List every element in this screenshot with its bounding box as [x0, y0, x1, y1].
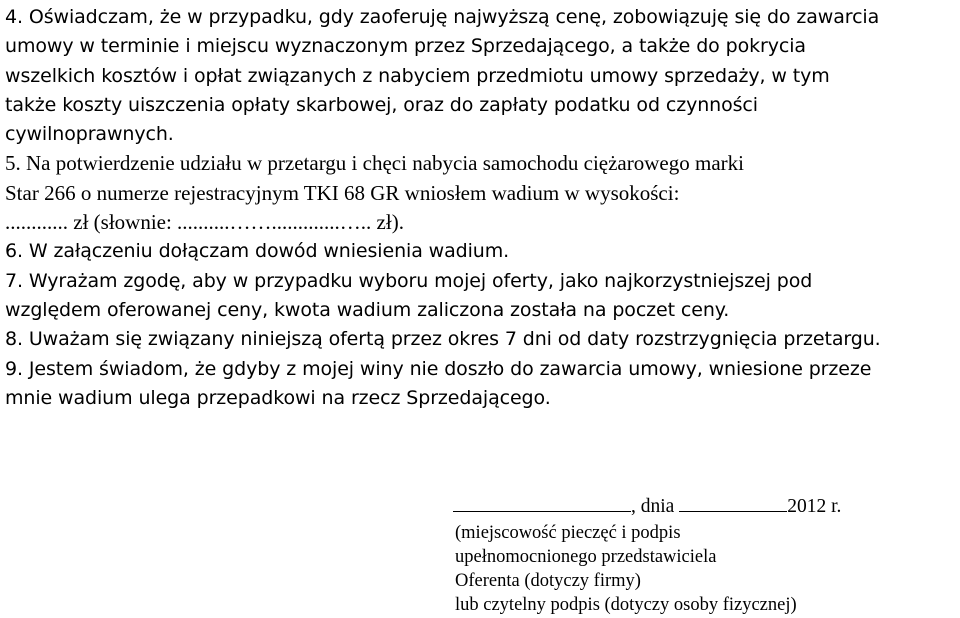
paragraph-4-line-3: wszelkich kosztów i opłat związanych z nabyciem przedmiotu umowy sprzedaży, w tym [5, 64, 830, 87]
signature-caption-line-2: upełnomocnionego przedstawiciela [455, 547, 717, 567]
place-blank [453, 494, 631, 512]
date-separator: , dnia [631, 496, 675, 517]
paragraph-8: 8. Uważam się związany niniejszą ofertą przez okres 7 dni od daty rozstrzygnięcia przetargu. [5, 328, 881, 351]
date-year: 2012 r. [787, 496, 842, 517]
paragraph-5-line-2: Star 266 o numerze rejestracyjnym TKI 68 GR wniosłem wadium w wysokości: [5, 180, 680, 205]
paragraph-4-line-2: umowy w terminie i miejscu wyznaczonym przez Sprzedającego, a także do pokrycia [5, 35, 806, 58]
signature-caption-line-1: (miejscowość pieczęć i podpis [455, 523, 681, 543]
paragraph-5-amount-line: ............ zł (słownie: ..........…….............….. zł). [5, 210, 404, 235]
paragraph-7-line-2: względem oferowanej ceny, kwota wadium zaliczona została na poczet ceny. [5, 298, 730, 321]
day-blank [679, 494, 787, 512]
signature-date-line [453, 494, 841, 520]
signature-caption-line-4: lub czytelny podpis (dotyczy osoby fizycznej) [455, 595, 797, 615]
paragraph-9-line-2: mnie wadium ulega przepadkowi na rzecz Sprzedającego. [5, 386, 551, 409]
paragraph-7-line-1: 7. Wyrażam zgodę, aby w przypadku wyboru mojej oferty, jako najkorzystniejszej pod [5, 269, 813, 292]
paragraph-4-line-4: także koszty uiszczenia opłaty skarbowej, oraz do zapłaty podatku od czynności [5, 93, 758, 116]
document-body [5, 3, 955, 413]
paragraph-5-line-1: 5. Na potwierdzenie udziału w przetargu i chęci nabycia samochodu ciężarowego marki [5, 151, 744, 176]
paragraph-6: 6. W załączeniu dołączam dowód wniesienia wadium. [5, 240, 510, 263]
signature-caption-line-3: Oferenta (dotyczy firmy) [455, 571, 641, 591]
paragraph-4-line-5: cywilnoprawnych. [5, 123, 174, 146]
signature-block [455, 494, 841, 617]
paragraph-4-line-1: 4. Oświadczam, że w przypadku, gdy zaoferuję najwyższą cenę, zobowiązuję się do zawarcia [5, 6, 880, 28]
paragraph-9-line-1: 9. Jestem świadom, że gdyby z mojej winy nie doszło do zawarcia umowy, wniesione przeze [5, 357, 872, 380]
